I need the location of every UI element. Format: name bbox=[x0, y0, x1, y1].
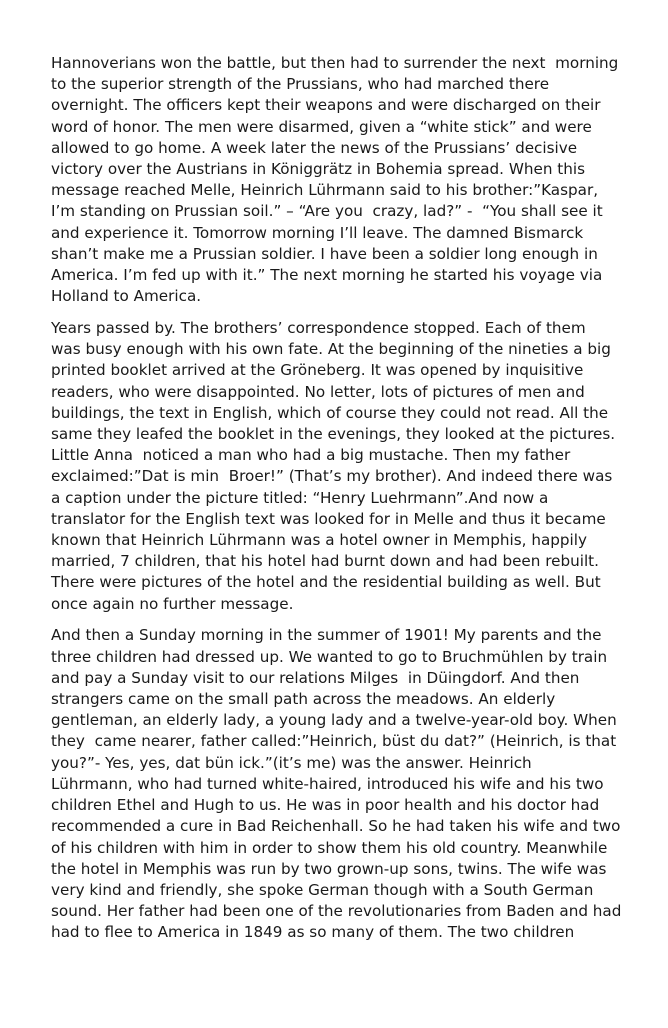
text-line: recommended a cure in Bad Reichenhall. So he had taken his wife and two bbox=[51, 817, 621, 836]
text-line: overnight. The officers kept their weapons and were discharged on their bbox=[51, 96, 601, 115]
text-line: to the superior strength of the Prussians, who had marched there bbox=[51, 75, 550, 94]
text-line: Little Anna noticed a man who had a big mustache. Then my father bbox=[51, 446, 571, 465]
text-line: of his children with him in order to show them his old country. Meanwhile bbox=[51, 838, 608, 857]
document-page bbox=[51, 53, 641, 954]
text-line: was busy enough with his own fate. At the beginning of the nineties a big bbox=[51, 340, 611, 359]
text-line: Hannoverians won the battle, but then had to surrender the next morning bbox=[51, 54, 619, 72]
text-line: the hotel in Memphis was run by two grown-up sons, twins. The wife was bbox=[51, 859, 607, 878]
text-line: allowed to go home. A week later the news of the Prussians’ decisive bbox=[51, 138, 578, 157]
text-line: a caption under the picture titled: “Henry Luehrmann”.And now a bbox=[51, 488, 549, 507]
text-line: And then a Sunday morning in the summer of 1901! My parents and the bbox=[51, 626, 602, 645]
text-line: There were pictures of the hotel and the residential building as well. But bbox=[51, 573, 601, 592]
text-line: strangers came on the small path across the meadows. An elderly bbox=[51, 690, 556, 709]
text-line: Holland to America. bbox=[51, 287, 202, 306]
text-line: sound. Her father had been one of the revolutionaries from Baden and had bbox=[51, 902, 622, 921]
text-line: word of honor. The men were disarmed, given a “white stick” and were bbox=[51, 117, 592, 136]
text-line: shan’t make me a Prussian soldier. I have been a soldier long enough in bbox=[51, 244, 598, 263]
paragraph-2 bbox=[51, 318, 641, 615]
text-line: Lührmann, who had turned white-haired, introduced his wife and his two bbox=[51, 774, 604, 793]
text-line: I’m standing on Prussian soil.” – “Are you crazy, lad?” - “You shall see it bbox=[51, 202, 603, 221]
text-line: and experience it. Tomorrow morning I’ll leave. The damned Bismarck bbox=[51, 223, 584, 242]
text-line: exclaimed:”Dat is min Broer!” (That’s my brother). And indeed there was bbox=[51, 467, 613, 486]
text-line: children Ethel and Hugh to us. He was in poor health and his doctor had bbox=[51, 796, 600, 815]
text-line: three children had dressed up. We wanted to go to Bruchmühlen by train bbox=[51, 647, 608, 666]
text-line: gentleman, an elderly lady, a young lady and a twelve-year-old boy. When bbox=[51, 711, 617, 730]
text-line: buildings, the text in English, which of course they could not read. All the bbox=[51, 403, 609, 422]
text-line: translator for the English text was looked for in Melle and thus it became bbox=[51, 509, 606, 528]
text-line: message reached Melle, Heinrich Lührmann said to his brother:”Kaspar, bbox=[51, 181, 599, 200]
text-line: married, 7 children, that his hotel had burnt down and had been rebuilt. bbox=[51, 552, 599, 571]
text-line: once again no further message. bbox=[51, 594, 294, 613]
text-line: had to flee to America in 1849 as so many of them. The two children bbox=[51, 923, 575, 942]
text-line: you?”- Yes, yes, dat bün ick.”(it’s me) was the answer. Heinrich bbox=[51, 753, 532, 772]
text-line: Years passed by. The brothers’ correspondence stopped. Each of them bbox=[51, 319, 586, 338]
text-line: they came nearer, father called:”Heinrich, büst du dat?” (Heinrich, is that bbox=[51, 732, 617, 751]
text-line: readers, who were disappointed. No letter, lots of pictures of men and bbox=[51, 382, 585, 401]
text-line: victory over the Austrians in Königgrätz in Bohemia spread. When this bbox=[51, 160, 585, 179]
text-line: printed booklet arrived at the Gröneberg. It was opened by inquisitive bbox=[51, 361, 584, 380]
paragraph-3 bbox=[51, 625, 641, 943]
text-line: same they leafed the booklet in the evenings, they looked at the pictures. bbox=[51, 425, 616, 444]
text-line: America. I’m fed up with it.” The next morning he started his voyage via bbox=[51, 266, 603, 285]
paragraph-1 bbox=[51, 53, 641, 307]
text-line: very kind and friendly, she spoke German though with a South German bbox=[51, 880, 594, 899]
text-line: known that Heinrich Lührmann was a hotel owner in Memphis, happily bbox=[51, 531, 587, 550]
text-line: and pay a Sunday visit to our relations Milges in Düingdorf. And then bbox=[51, 668, 580, 687]
